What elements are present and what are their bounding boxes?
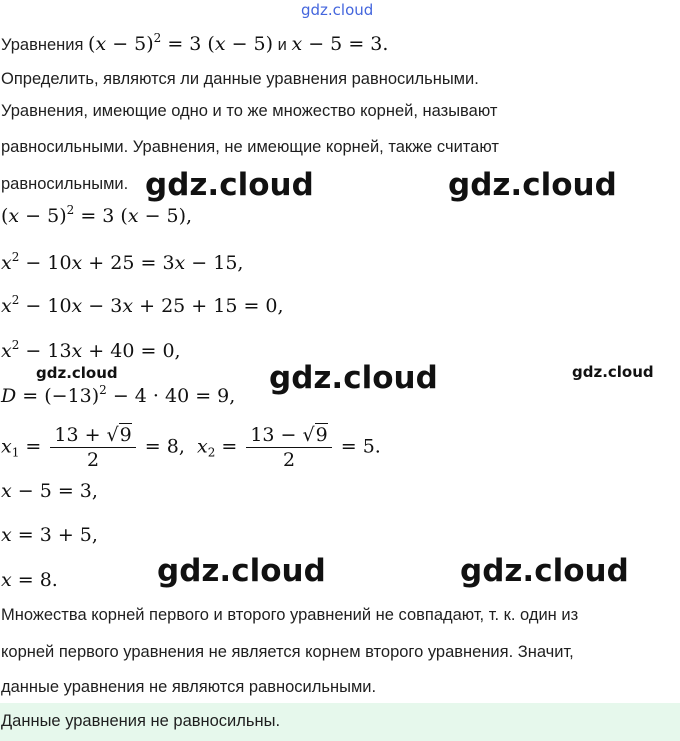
definition-line-2: равносильными. Уравнения, не имеющие корней, также считают bbox=[1, 138, 499, 156]
step-1: $(x - 5)^2 = 3$ (x − 5), bbox=[1, 203, 193, 227]
discriminant: $D = (-13)^2 - 4 \cdot 40 = 9$, bbox=[1, 383, 236, 407]
task-text: Определить, являются ли данные уравнения равносильными. bbox=[1, 70, 479, 88]
definition-line-1: Уравнения, имеющие одно и то же множество корней, называют bbox=[1, 102, 498, 120]
equation-one: $(x - 5)^2 = 3$ (x − 5) bbox=[88, 31, 274, 55]
watermark-4: gdz.cloud bbox=[269, 360, 438, 396]
step-2: $x^2 - 10x + 25 = 3x - 15$, bbox=[1, 250, 244, 274]
watermark-2: gdz.cloud bbox=[448, 167, 617, 203]
step-second-eq-3: x = 8. bbox=[1, 569, 58, 591]
conclusion-line-2: корней первого уравнения не является корнем второго уравнения. Значит, bbox=[1, 643, 574, 661]
step-second-eq-1: x − 5 = 3, bbox=[1, 480, 98, 502]
watermark-3: gdz.cloud bbox=[36, 364, 118, 382]
roots: $x_1$ = $\frac{13 + √9}{2}$ = 8, $x_2$ = $\frac{13 - √9}{2}$ = 5. bbox=[1, 424, 381, 471]
step-second-eq-2: x = 3 + 5, bbox=[1, 524, 98, 546]
watermark-7: gdz.cloud bbox=[460, 553, 629, 589]
equations-word: Уравнения bbox=[1, 36, 84, 54]
watermark-5: gdz.cloud bbox=[572, 363, 654, 381]
root-one-fraction: $\frac{13 + √9}{2}$ bbox=[50, 424, 135, 471]
answer-text: Данные уравнения не равносильны. bbox=[1, 712, 281, 730]
step-3: $x^2 - 10x - 3x + 25 + 15 = 0$, bbox=[1, 293, 284, 317]
conclusion-line-1: Множества корней первого и второго уравнений не совпадают, т. к. один из bbox=[1, 606, 579, 624]
watermark-6: gdz.cloud bbox=[157, 553, 326, 589]
answer-banner bbox=[0, 703, 680, 741]
root-two-fraction: $\frac{13 - √9}{2}$ bbox=[246, 424, 331, 471]
watermark-1: gdz.cloud bbox=[145, 167, 314, 203]
and-word: и bbox=[277, 36, 287, 54]
watermark-top: gdz.cloud bbox=[301, 1, 374, 19]
problem-statement bbox=[1, 33, 388, 55]
equation-two: x − 5 = 3. bbox=[291, 33, 389, 55]
conclusion-line-3: данные уравнения не являются равносильными. bbox=[1, 678, 377, 696]
step-4: $x^2 - 13x + 40 = 0$, bbox=[1, 338, 181, 362]
definition-line-3: равносильными. bbox=[1, 175, 129, 193]
